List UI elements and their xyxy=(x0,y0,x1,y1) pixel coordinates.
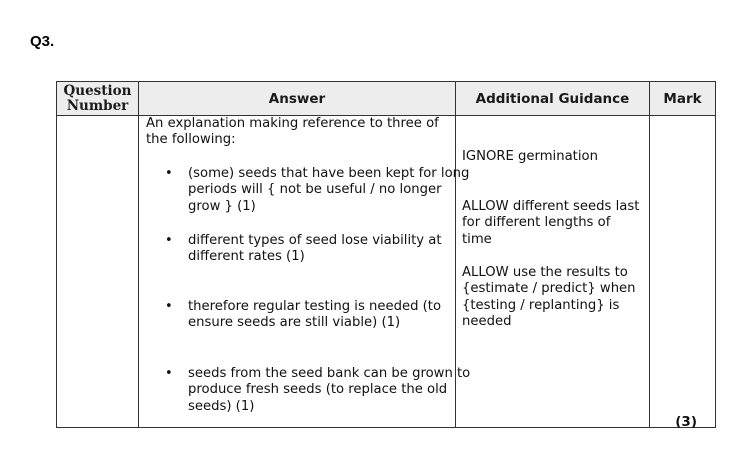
answer-point-text: therefore regular testing is needed (to ensure seeds are still viable) (1) xyxy=(188,299,442,331)
guidance-item: ALLOW use the results to {estimate / predict} when {testing / replanting} is needed xyxy=(462,265,636,329)
answer-point xyxy=(165,366,474,415)
guidance-cell xyxy=(456,116,650,428)
answer-point-text: seeds from the seed bank can be grown to produce fresh seeds (to replace the old seeds) (1) xyxy=(188,366,471,414)
header-row xyxy=(57,82,716,116)
bullet-icon: • xyxy=(165,299,173,314)
answer-point-text: different types of seed lose viability at different rates (1) xyxy=(188,233,442,265)
header-mark: Mark xyxy=(650,82,716,116)
guidance-item: IGNORE germination xyxy=(462,149,598,164)
mark-value: (3) xyxy=(675,413,697,430)
header-question-number: Question Number xyxy=(57,82,139,116)
header-answer: Answer xyxy=(139,82,456,116)
bullet-icon: • xyxy=(165,366,173,381)
answer-point-text: (some) seeds that have been kept for long periods will { not be useful / no longer grow } (1) xyxy=(188,166,470,214)
guidance-item: ALLOW different seeds last for different lengths of time xyxy=(462,199,640,247)
header-additional-guidance: Additional Guidance xyxy=(456,82,650,116)
table-row xyxy=(57,116,716,428)
bullet-icon: • xyxy=(165,233,173,248)
answer-intro: An explanation making reference to three of the following: xyxy=(146,116,439,148)
mark-cell xyxy=(650,116,716,428)
mark-scheme-table xyxy=(56,81,716,428)
answer-point xyxy=(165,233,474,266)
answer-point xyxy=(165,166,474,215)
answer-cell xyxy=(139,116,471,428)
question-heading: Q3. xyxy=(30,33,55,50)
question-number-cell xyxy=(57,116,139,428)
bullet-icon: • xyxy=(165,166,173,181)
answer-point xyxy=(165,299,474,332)
